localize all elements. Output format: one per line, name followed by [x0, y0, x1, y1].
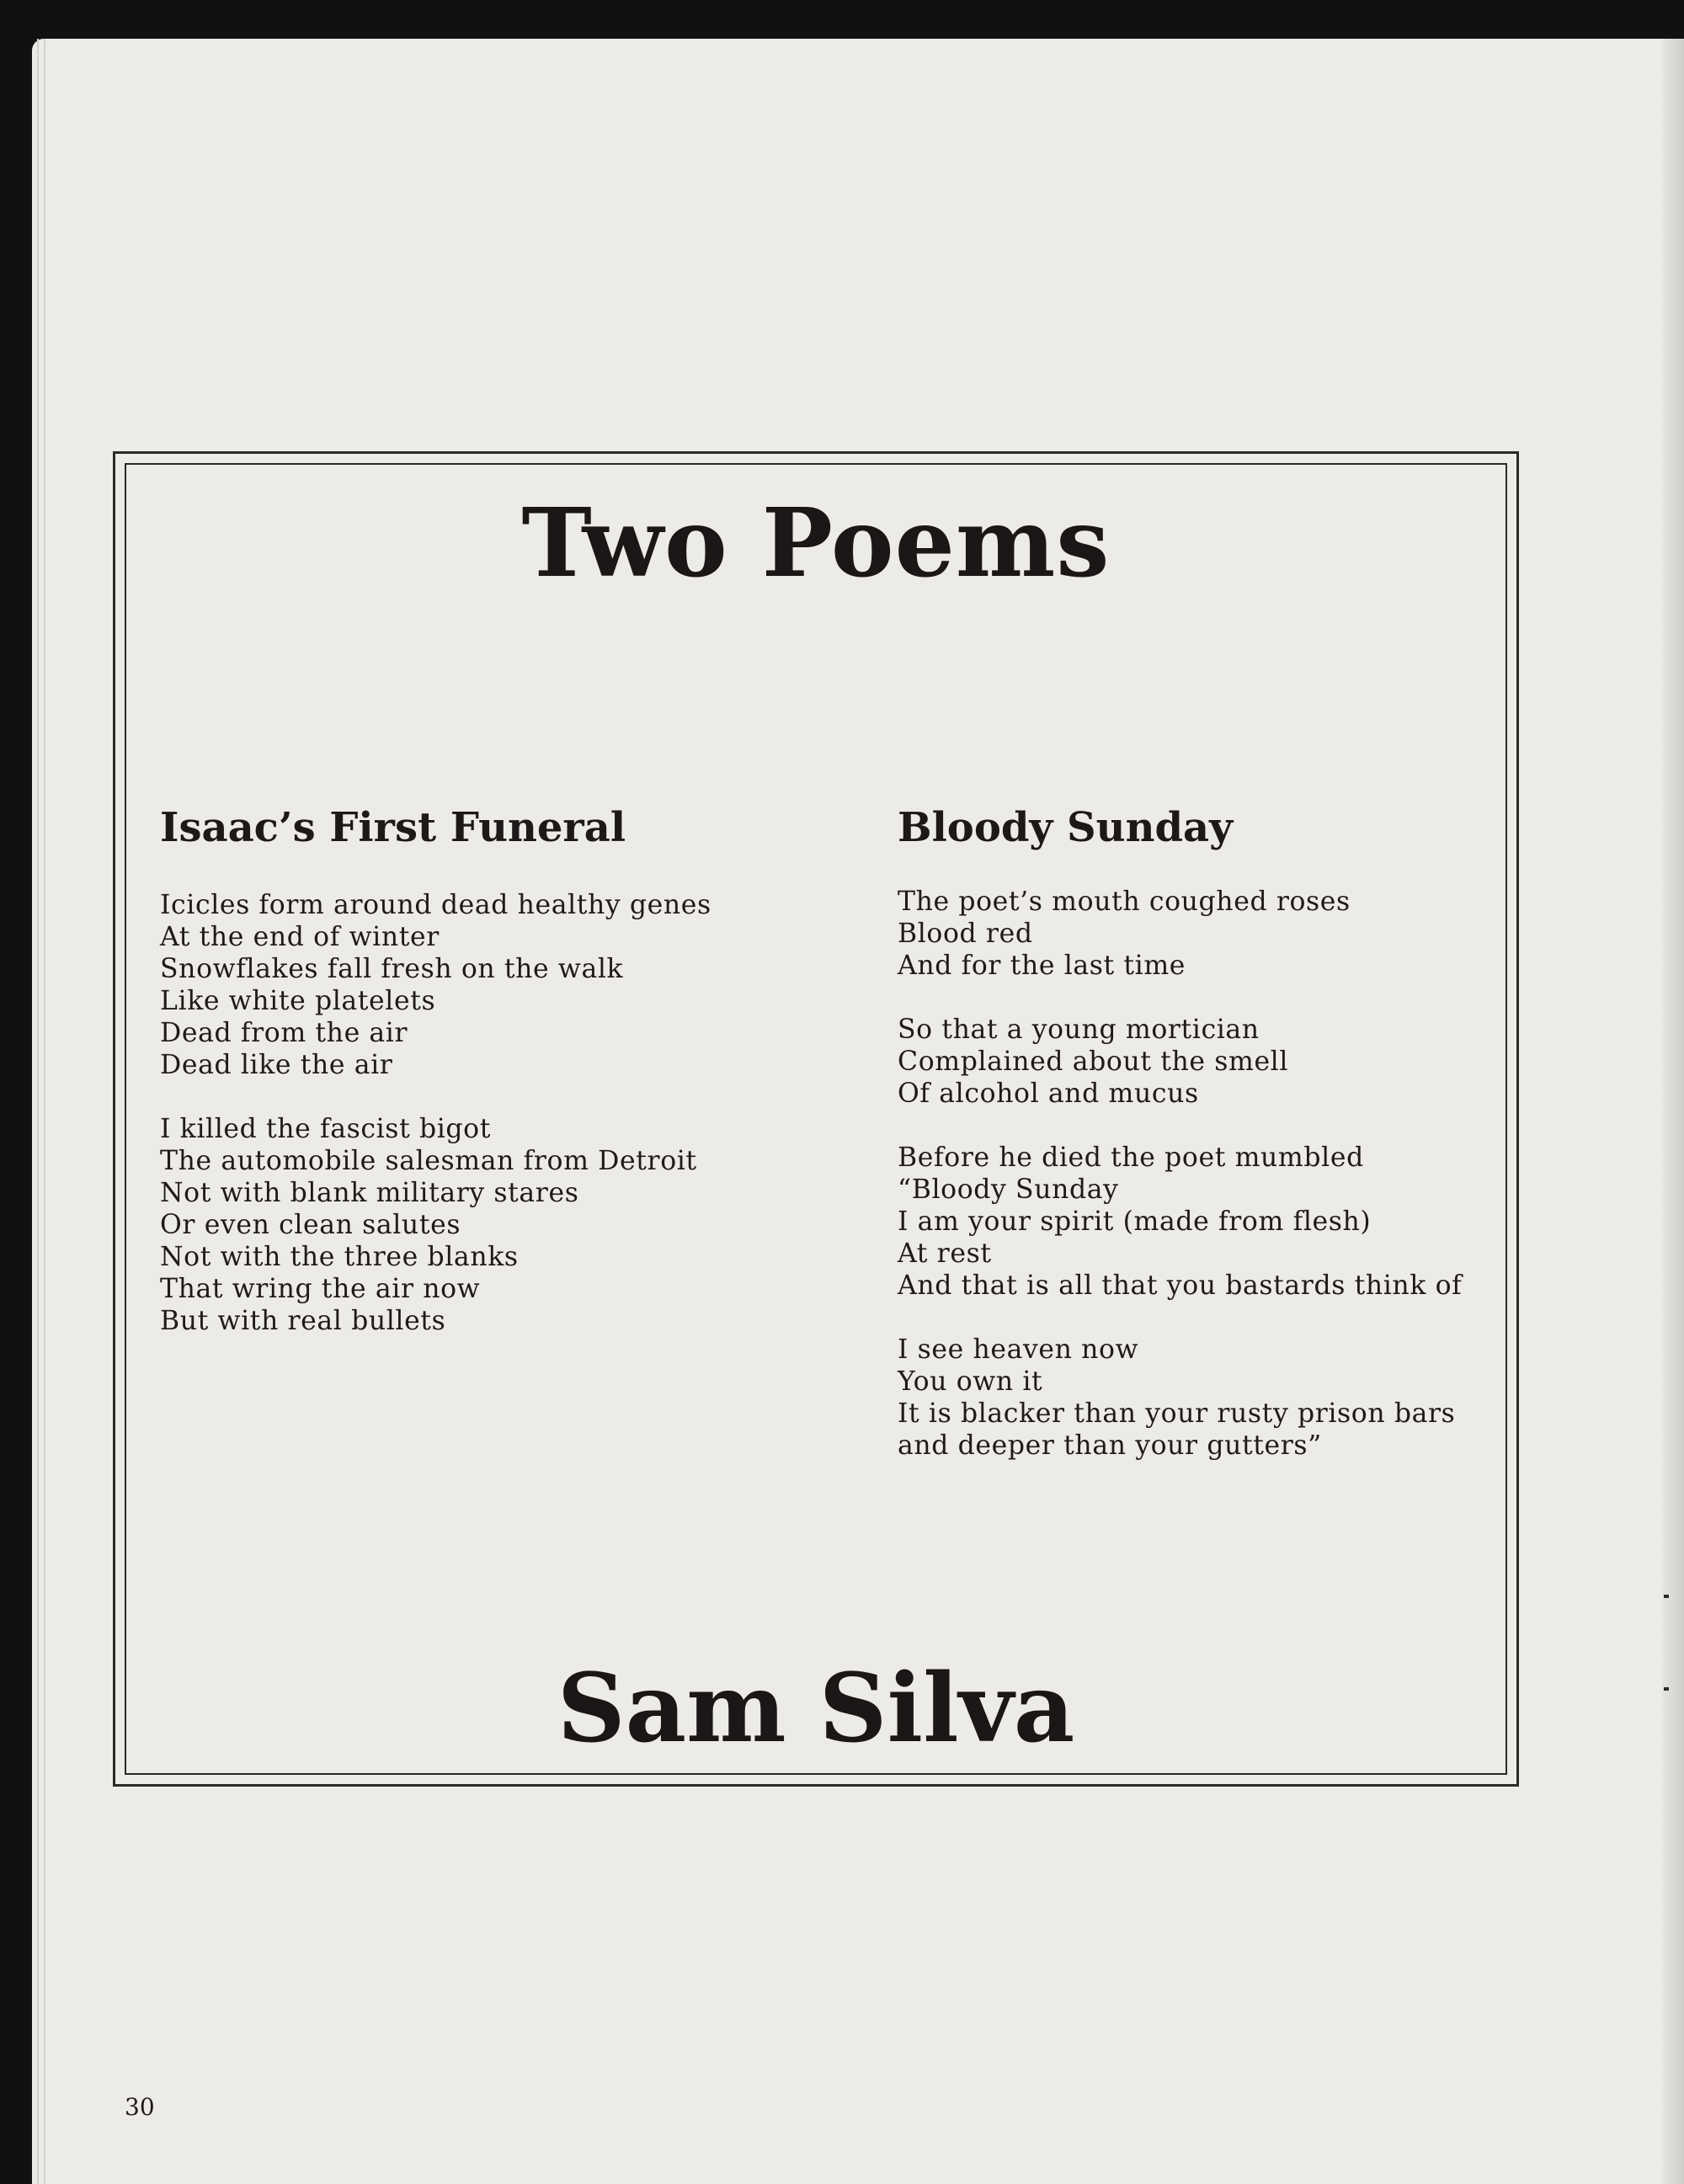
poem-line: Dead like the air — [160, 1050, 393, 1080]
poem-line: I see heaven now — [898, 1334, 1139, 1365]
poem-line: and deeper than your gutters” — [898, 1430, 1322, 1461]
poem-line: The poet’s mouth coughed roses — [898, 887, 1351, 917]
page-edge-line — [44, 39, 45, 2184]
poem-line: Of alcohol and mucus — [898, 1079, 1199, 1109]
poem-line: I killed the fascist bigot — [160, 1114, 491, 1144]
poem-stanza — [898, 1014, 1504, 1110]
poem-line: At the end of winter — [160, 922, 440, 952]
poem-line: Not with blank military stares — [160, 1178, 579, 1208]
poem-line: Blood red — [898, 919, 1033, 949]
poem-line: So that a young mortician — [898, 1015, 1260, 1045]
poem-stanza — [160, 889, 800, 1081]
poem-line: Icicles form around dead healthy genes — [160, 890, 711, 920]
poem-stanza — [160, 1113, 800, 1337]
poem-line: At rest — [898, 1238, 992, 1269]
poem-title: Bloody Sunday — [898, 804, 1234, 851]
poem-line: And for the last time — [898, 951, 1186, 981]
poem-line: Not with the three blanks — [160, 1242, 519, 1272]
poem-line: Like white platelets — [160, 986, 436, 1016]
poem-line: Complained about the smell — [898, 1047, 1289, 1077]
poem-line: And that is all that you bastards think of — [898, 1270, 1463, 1301]
poem-line: Dead from the air — [160, 1018, 408, 1048]
poem-line: You own it — [898, 1366, 1043, 1397]
poem-stanza — [898, 1142, 1504, 1302]
poem-stanza — [898, 886, 1504, 982]
page-title: Two Poems — [521, 488, 1111, 599]
page-binding-edge — [1662, 39, 1684, 2184]
poem-stanza — [898, 1334, 1504, 1462]
poem-bloody-sunday — [898, 802, 1504, 1494]
poem-line: But with real bullets — [160, 1306, 446, 1336]
edge-mark — [1664, 1687, 1669, 1691]
edge-mark — [1664, 1595, 1669, 1598]
poem-line: Or even clean salutes — [160, 1210, 461, 1240]
poem-title: Isaac’s First Funeral — [160, 804, 626, 851]
poem-line: That wring the air now — [160, 1274, 481, 1304]
poem-line: Snowflakes fall fresh on the walk — [160, 954, 624, 984]
page-edge-line — [37, 39, 39, 2184]
poem-isaacs-first-funeral — [160, 802, 800, 1369]
poem-line: The automobile salesman from Detroit — [160, 1146, 697, 1176]
page-number: 30 — [125, 2093, 155, 2121]
poem-line: “Bloody Sunday — [898, 1175, 1119, 1205]
author-name: Sam Silva — [557, 1654, 1075, 1764]
poem-line: Before he died the poet mumbled — [898, 1143, 1364, 1173]
poem-line: I am your spirit (made from flesh) — [898, 1207, 1372, 1237]
poem-line: It is blacker than your rusty prison bars — [898, 1398, 1456, 1429]
